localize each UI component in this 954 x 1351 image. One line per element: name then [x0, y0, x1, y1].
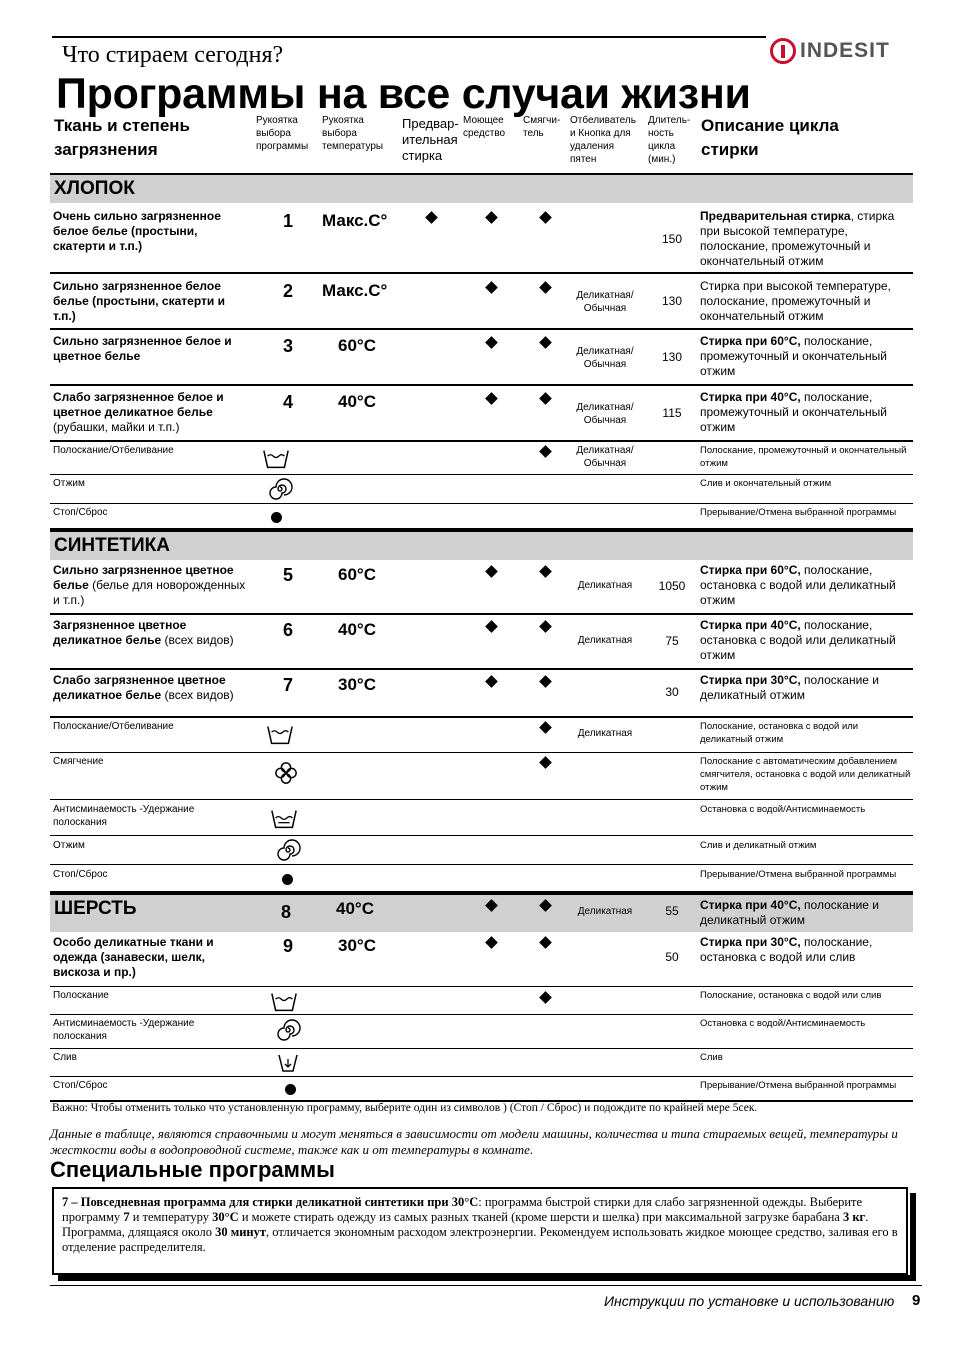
- table-row: Слив Слив: [50, 1049, 913, 1077]
- stop-dot-icon: [271, 512, 282, 523]
- detergent-mark: [485, 336, 498, 349]
- softener-mark: [539, 991, 552, 1004]
- table-row: Очень сильно загрязненное белое белье (простыни, скатерти и т.п.) 1 Макс.C° 150 Предварительная стирка, стирка при высокой температуре, полоскание, промежуточный и окончательный отжим: [50, 203, 913, 274]
- detergent-mark: [485, 936, 498, 949]
- table-row: Сильно загрязненное белое белье (простыни, скатерти и т.п.) 2 Макс.C° Деликатная/ Обычная 130 Стирка при высокой температуре, полоскание, промежуточный и окончательный отжим: [50, 274, 913, 330]
- footer-text: Инструкции по установке и использованию: [604, 1293, 895, 1309]
- softener-mark: [539, 721, 552, 734]
- softener-mark: [539, 565, 552, 578]
- softener-mark: [539, 281, 552, 294]
- spin-icon: [266, 477, 294, 501]
- detergent-mark: [485, 392, 498, 405]
- detergent-mark: [485, 899, 498, 912]
- footer-rule: [50, 1285, 922, 1286]
- table-row: Слабо загрязненное цветное деликатное белье (всех видов) 7 30°C 30 Стирка при 30°C, полоскание и деликатный отжим: [50, 670, 913, 718]
- important-note: Важно: Чтобы отменить только что установленную программу, выберите один из символов ) (Стоп / Сброс) и подождите по крайней мере 5сек.: [52, 1102, 758, 1114]
- table-row: Смягчение Полоскание с автоматическим добавлением смягчителя, остановка с водой или деликатный отжим: [50, 753, 913, 800]
- table-row: Сильно загрязненное цветное белье (белье для новорожденных и т.п.) 5 60°C Деликатная 1050 Стирка при 60°C, полоскание, остановка с водой или деликатный отжим: [50, 560, 913, 615]
- table-row: Антисминаемость -Удержание полоскания Остановка с водой/Антисминаемость: [50, 1015, 913, 1049]
- col-program-knob: Рукоятка выбора программы: [256, 115, 309, 152]
- col-description: Описание цикла стирки: [701, 116, 839, 159]
- flower-icon: [272, 761, 300, 785]
- table-row: Отжим Слив и окончательный отжим: [50, 475, 913, 504]
- table-row: Стоп/Сброс Прерывание/Отмена выбранной программы: [50, 504, 913, 530]
- page-subtitle: Что стираем сегодня?: [62, 42, 284, 68]
- softener-mark: [539, 445, 552, 458]
- softener-mark: [539, 336, 552, 349]
- spin-icon: [274, 838, 302, 862]
- stop-dot-icon: [285, 1084, 296, 1095]
- softener-mark: [539, 756, 552, 769]
- table-row: Сильно загрязненное белое и цветное белье 3 60°C Деликатная/ Обычная 130 Стирка при 60°C, полоскание, промежуточный и окончательный отжим: [50, 330, 913, 386]
- spin-icon: [274, 1018, 302, 1042]
- rinse-icon: [262, 446, 290, 470]
- section-wool-label: ШЕРСТЬ: [54, 898, 137, 919]
- table-row: Стоп/Сброс Прерывание/Отмена выбранной программы: [50, 865, 913, 893]
- page-title: Программы на все случаи жизни: [56, 70, 751, 118]
- col-duration: Длитель- ность цикла (мин.): [648, 115, 691, 165]
- detergent-mark: [485, 675, 498, 688]
- top-rule: [52, 36, 766, 38]
- softener-mark: [539, 675, 552, 688]
- col-temp-knob: Рукоятка выбора температуры: [322, 115, 384, 152]
- table-row: Особо деликатные ткани и одежда (занавески, шелк, вискоза и пр.) 9 30°C 50 Стирка при 30°C, полоскание, остановка с водой или слив: [50, 932, 913, 987]
- page-number: 9: [912, 1292, 921, 1309]
- rinse-icon: [270, 989, 298, 1013]
- table-row: Загрязненное цветное деликатное белье (всех видов) 6 40°C Деликатная 75 Стирка при 40°C, полоскание, остановка с водой или деликатный отжим: [50, 615, 913, 670]
- col-fabric: Ткань и степень загрязнения: [54, 116, 190, 159]
- brand-logo: [770, 34, 920, 68]
- drain-icon: [274, 1051, 302, 1075]
- table-row: Отжим Слив и деликатный отжим: [50, 836, 913, 865]
- section-cotton: ХЛОПОК: [50, 173, 913, 203]
- softener-mark: [539, 620, 552, 633]
- col-bleach: Отбеливатель и Кнопка для удаления пятен: [570, 115, 636, 165]
- table-row: Полоскание/Отбеливание Деликатная Полоскание, остановка с водой или деликатный отжим: [50, 718, 913, 753]
- stop-dot-icon: [282, 874, 293, 885]
- section-synthetic: СИНТЕТИКА: [50, 530, 913, 560]
- softener-mark: [539, 392, 552, 405]
- special-program-box: 7 – Повседневная программа для стирки деликатной синтетики при 30°C: программа быстрой стирки для слабо загрязненной одежды. Выберите программу 7 и температуру 30°C и можете стирать одежду из самых разных тканей (кроме шерсти и шелка) при максимальной загрузке барабана 3 кг. Программа, длящаяся около 30 минут, отличается экономным расходом электроэнергии. Рекомендуем использовать жидкое моющее средство, заливая его в отделение распределителя.: [52, 1187, 908, 1275]
- detergent-mark: [485, 565, 498, 578]
- table-row: Антисминаемость -Удержание полоскания Остановка с водой/Антисминаемость: [50, 800, 913, 836]
- box-shadow-bottom: [58, 1275, 916, 1281]
- col-prewash: Предвар- ительная стирка: [402, 116, 459, 163]
- anticrease-icon: [270, 806, 298, 830]
- table-row: Стоп/Сброс Прерывание/Отмена выбранной программы: [50, 1077, 913, 1102]
- prewash-mark: [425, 211, 438, 224]
- softener-mark: [539, 899, 552, 912]
- softener-mark: [539, 936, 552, 949]
- table-row: Слабо загрязненное белое и цветное деликатное белье (рубашки, майки и т.п.) 4 40°C Деликатная/ Обычная 115 Стирка при 40°C, полоскание, промежуточный и окончательный отжим: [50, 386, 913, 442]
- special-programs-title: Специальные программы: [50, 1157, 335, 1182]
- table-row: Полоскание/Отбеливание Деликатная/ Обычная Полоскание, промежуточный и окончательный отжим: [50, 442, 913, 475]
- detergent-mark: [485, 281, 498, 294]
- rinse-icon: [266, 722, 294, 746]
- indesit-logo-icon: [770, 38, 796, 64]
- table-row: Полоскание Полоскание, остановка с водой или слив: [50, 987, 913, 1015]
- detergent-mark: [485, 211, 498, 224]
- section-wool: ШЕРСТЬ 8 40°C Деликатная 55 Стирка при 40°C, полоскание и деликатный отжим: [50, 893, 913, 932]
- detergent-mark: [485, 620, 498, 633]
- col-softener: Смягчи- тель: [523, 115, 561, 139]
- disclaimer-note: Данные в таблице, являются справочными и могут меняться в зависимости от модели машины, количества и типа стираемых вещей, температуры и жесткости воды в водопроводной системе, также как и от температуры в комнате.: [50, 1126, 898, 1157]
- brand-name: INDESIT: [800, 39, 890, 62]
- col-detergent: Моющее средство: [463, 115, 506, 139]
- softener-mark: [539, 211, 552, 224]
- box-shadow-right: [910, 1193, 916, 1281]
